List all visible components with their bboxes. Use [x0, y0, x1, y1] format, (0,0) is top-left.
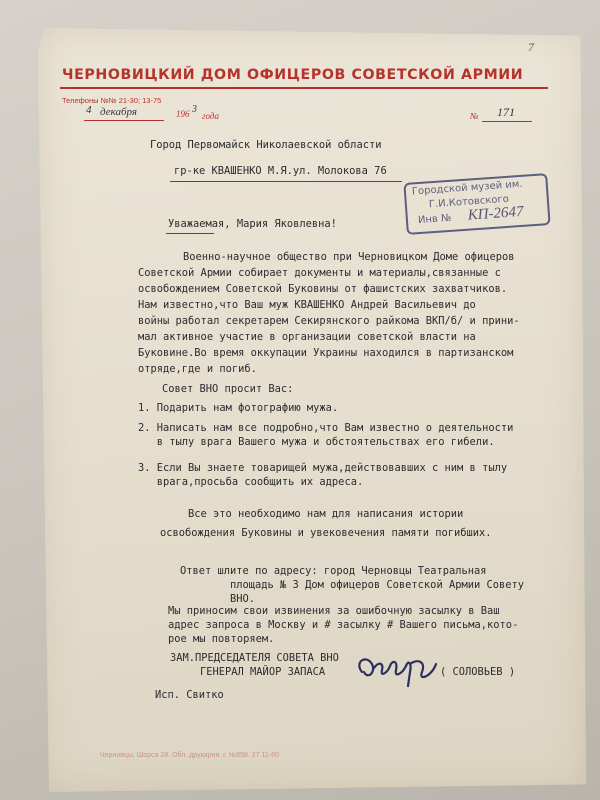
recipient-underline — [170, 181, 402, 182]
paragraph-line-2: Советской Армии собирает документы и материалы,связанные с — [138, 267, 501, 279]
reply-line-1: Ответ шлите по адресу: город Черновцы Театральная — [180, 565, 487, 577]
handwritten-signature — [352, 642, 442, 698]
corner-mark: 7 — [528, 40, 534, 54]
stamp-line-2: Г.И.Котовского — [428, 193, 510, 211]
date-word: года — [202, 111, 219, 121]
date-day: 4 — [86, 104, 92, 116]
salutation-underline — [166, 233, 214, 234]
request-item-1: 1. Подарить нам фотографию мужа. — [138, 402, 339, 414]
date-underline — [84, 120, 164, 121]
signatory-name: ( СОЛОВЬЕВ ) — [440, 666, 516, 678]
number-underline — [482, 121, 532, 122]
paragraph-line-8: отряде,где и погиб. — [138, 363, 257, 375]
paragraph-line-3: освобождением Советской Буковины от фашистских захватчиков. — [138, 283, 508, 295]
paragraph-line-7: Буковине.Во время оккупации Украины находился в партизанском — [138, 347, 514, 359]
reply-line-2: площадь № 3 Дом офицеров Советской Армии Совету — [230, 579, 525, 591]
request-item-3-line-1: 3. Если Вы знаете товарищей мужа,действовавших с ним в тылу — [138, 462, 508, 474]
apology-line-3: рое мы повторяем. — [168, 633, 275, 645]
executor-line: Исп. Свитко — [155, 689, 224, 701]
city-line: Город Первомайск Николаевской области — [150, 139, 382, 151]
reply-line-3: ВНО. — [230, 593, 256, 605]
stamp-number: КП-2647 — [467, 203, 525, 224]
letterhead-phones: Телефоны №№ 21-30; 13-75 — [62, 96, 162, 105]
letterhead-rule — [60, 87, 548, 89]
letterhead-title: ЧЕРНОВИЦКИЙ ДОМ ОФИЦЕРОВ СОВЕТСКОЙ АРМИИ — [62, 67, 524, 83]
date-month: декабря — [100, 106, 137, 118]
paragraph-line-4: Нам известно,что Ваш муж КВАШЕНКО Андрей Васильевич до — [138, 299, 476, 311]
date-year-suffix: 3 — [192, 104, 197, 115]
purpose-line-2: освобождения Буковины и увековечения памяти погибших. — [160, 527, 492, 539]
paragraph-line-5: войны работал секретарем Секирянского райкома ВКП/б/ и прини- — [138, 315, 520, 327]
date-year-prefix: 196 — [176, 109, 190, 119]
printer-imprint: Черновцы, Шорса 28. Обл. друкарня. г. №658. 27.11-60 — [100, 752, 279, 759]
request-item-2-line-1: 2. Написать нам все подробно,что Вам известно о деятельности — [138, 422, 514, 434]
request-intro: Совет ВНО просит Вас: — [162, 383, 294, 395]
request-item-3-line-2: врага,просьба сообщить их адреса. — [138, 476, 364, 488]
paragraph-line-6: мал активное участие в организации советской власти на — [138, 331, 476, 343]
request-item-2-line-2: в тылу врага Вашего мужа и обстоятельствах его гибели. — [138, 436, 495, 448]
apology-line-1: Мы приносим свои извинения за ошибочную засылку в Ваш — [168, 605, 500, 617]
purpose-line-1: Все это необходимо нам для написания истории — [188, 508, 464, 520]
paragraph-line-1: Военно-научное общество при Черновицком Доме офицеров — [183, 251, 515, 263]
stamp-line-3: Инв № — [417, 212, 452, 227]
stamp-line-1: Городской музей им. — [411, 178, 523, 198]
recipient-line: гр-ке КВАШЕНКО М.Я.ул. Молокова 76 — [174, 165, 387, 177]
museum-stamp — [403, 173, 550, 235]
signature-title-line-1: ЗАМ.ПРЕДСЕДАТЕЛЯ СОВЕТА ВНО — [170, 652, 339, 664]
letter-number: 171 — [497, 105, 515, 119]
salutation: Уважаемая, Мария Яковлевна! — [168, 218, 337, 230]
number-sign: № — [470, 111, 479, 121]
apology-line-2: адрес запроса в Москву и # засылку # Вашего письма,кото- — [168, 619, 519, 631]
signature-title-line-2: ГЕНЕРАЛ МАЙОР ЗАПАСА — [200, 666, 326, 678]
